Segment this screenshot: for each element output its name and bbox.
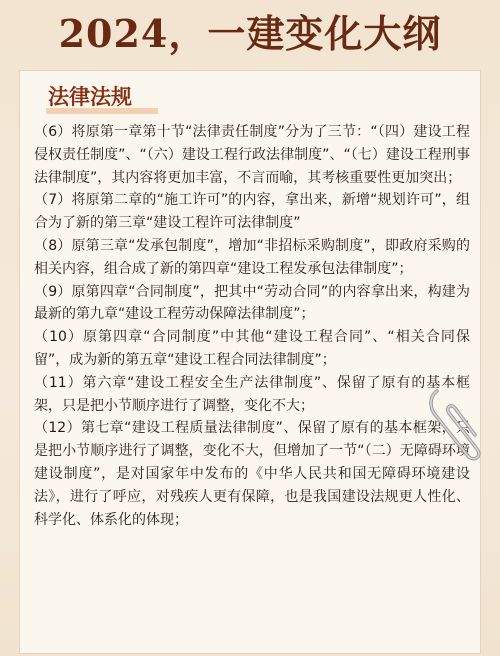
content-body xyxy=(34,121,470,531)
paragraph-8: （8）原第三章“发承包制度”，增加“非招标采购制度”，即政府采购的相关内容，组合成了新的第四章“建设工程发承包法律制度”； xyxy=(34,237,470,277)
paperclip-icon xyxy=(425,383,485,473)
paragraph-7: （7）将原第二章的“施工许可”的内容，拿出来，新增“规划许可”，组合为了新的第三章“建设工程许可法律制度” xyxy=(34,192,470,232)
paragraph-10: （10）原第四章“合同制度”中其他“建设工程合同”、“相关合同保留”，成为新的第五章“建设工程合同法律制度”； xyxy=(34,329,470,368)
content-card xyxy=(19,70,481,654)
paragraph-9: （9）原第四章“合同制度”，把其中“劳动合同”的内容拿出来，构建为最新的第九章“建设工程劳动保障法律制度”； xyxy=(34,283,470,323)
page-title: 2024，一建变化大纲 xyxy=(58,11,442,56)
paragraph-12: （12）第七章“建设工程质量法律制度”、保留了原有的基本框架，只是把小节顺序进行了调整，变化不大，但增加了一节“（二）无障碍环境建设制度”，是对国家年中发布的《中华人民共和国无障碍环境建设法》，进行了呼应，对残疾人更有保障，也是我国建设法规更人性化、科学化、体系化的体现； xyxy=(34,420,470,528)
section-heading: 法律法规 xyxy=(48,85,132,109)
paragraph-11: （11）第六章“建设工程安全生产法律制度”、保留了原有的基本框架，只是把小节顺序进行了调整，变化不大； xyxy=(34,374,470,414)
paragraph-6: （6）将原第一章第十节“法律责任制度”分为了三节：“（四）建设工程侵权责任制度”、“（六）建设工程行政法律制度”、“（七）建设工程刑事法律制度”，其内容将更加丰富，不言而喻，其考核重要性更加突出； xyxy=(34,124,470,186)
